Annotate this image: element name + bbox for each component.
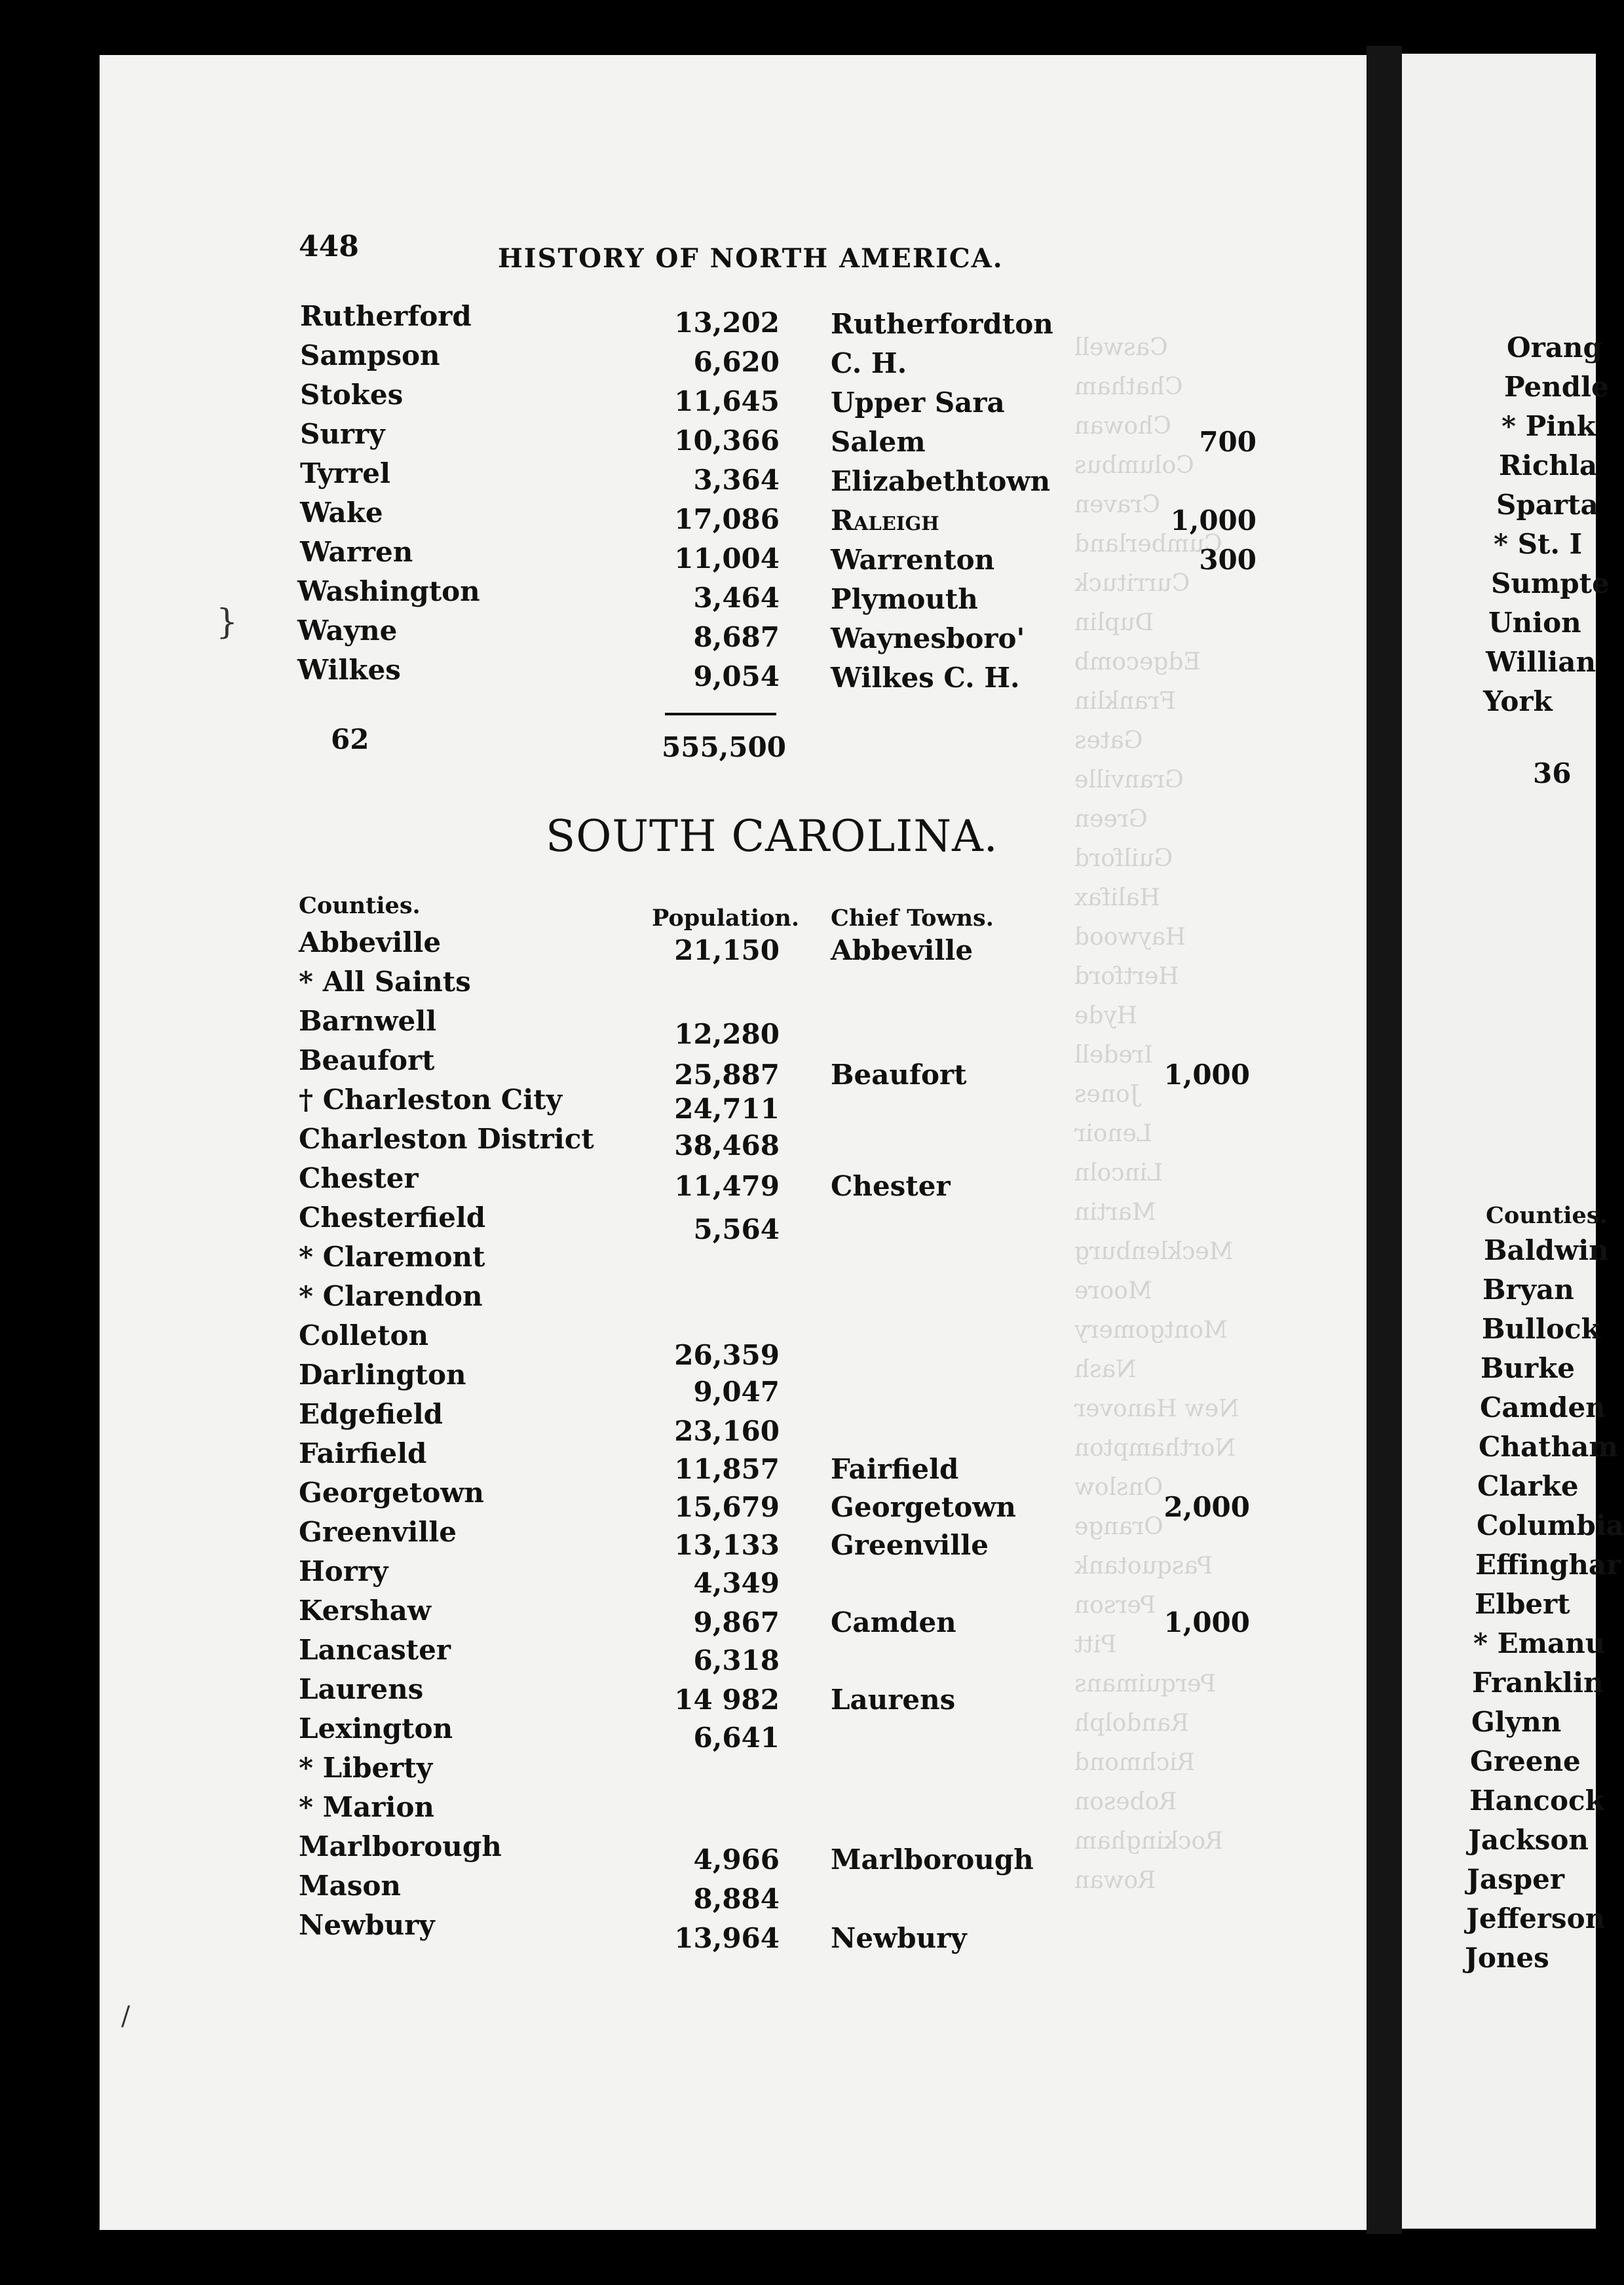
sc-county: Colleton xyxy=(299,1319,429,1351)
sc-extra: 2,000 xyxy=(1163,1491,1250,1523)
nc-total-population: 555,500 xyxy=(662,731,786,763)
right-upper-item: * Pink xyxy=(1501,410,1596,442)
sc-county: Beaufort xyxy=(299,1044,435,1076)
right-page-counties-head: Counties. xyxy=(1486,1202,1608,1229)
sc-town: Marlborough xyxy=(831,1843,1034,1876)
sc-county: Lancaster xyxy=(299,1634,451,1666)
nc-town: Wilkes C. H. xyxy=(831,662,1020,694)
sc-population: 5,564 xyxy=(693,1213,780,1245)
sc-town: Camden xyxy=(831,1606,956,1638)
bleed-line: Currituck xyxy=(1074,570,1190,597)
right-upper-item: Sumpte xyxy=(1491,567,1610,599)
sc-county: Horry xyxy=(299,1555,388,1587)
bleed-line: Northampton xyxy=(1074,1435,1236,1462)
nc-county: Wayne xyxy=(297,614,398,647)
sc-county: Charleston District xyxy=(299,1123,594,1155)
nc-town: Raleigh xyxy=(831,504,939,537)
sc-county: Laurens xyxy=(299,1673,424,1705)
bleed-line: Lenoir xyxy=(1074,1120,1152,1147)
sc-population: 11,857 xyxy=(674,1453,780,1485)
bleed-line: Caswell xyxy=(1074,334,1168,361)
sc-extra: 1,000 xyxy=(1163,1059,1250,1091)
right-lower-item: Baldwin xyxy=(1484,1234,1609,1266)
sc-county: * Marion xyxy=(299,1791,434,1823)
sc-county: † Charleston City xyxy=(299,1084,562,1116)
right-upper-item: * St. I xyxy=(1494,528,1583,560)
right-lower-item: Jones xyxy=(1465,1942,1549,1974)
sc-town: Chester xyxy=(831,1170,951,1202)
sc-town: Georgetown xyxy=(831,1491,1016,1523)
bleed-line: Cumberland xyxy=(1074,531,1222,557)
sc-town: Greenville xyxy=(831,1529,989,1561)
bleed-line: Hertford xyxy=(1074,963,1179,990)
bleed-line: Rockingham xyxy=(1074,1828,1224,1855)
sc-county: Barnwell xyxy=(299,1005,437,1037)
nc-town: Plymouth xyxy=(831,583,978,615)
sc-county: Greenville xyxy=(299,1516,457,1548)
bleed-line: Iredell xyxy=(1074,1042,1154,1068)
right-upper-item: Sparta xyxy=(1496,489,1598,521)
nc-county: Washington xyxy=(297,575,480,607)
bleed-line: Duplin xyxy=(1074,609,1154,636)
book-gutter xyxy=(1367,46,1402,2234)
sc-population: 38,468 xyxy=(674,1129,780,1161)
bleed-line: Martin xyxy=(1074,1199,1156,1226)
nc-population: 3,364 xyxy=(693,464,780,496)
nc-town: Waynesboro' xyxy=(831,622,1025,654)
sc-population: 8,884 xyxy=(693,1883,780,1915)
nc-population: 17,086 xyxy=(674,503,780,535)
right-upper-item: Willian xyxy=(1486,646,1596,678)
sc-county: Chesterfield xyxy=(299,1201,486,1234)
sc-county: Newbury xyxy=(299,1909,435,1941)
bleed-line: Orange xyxy=(1074,1513,1163,1540)
sc-town: Newbury xyxy=(831,1922,967,1954)
total-rule-1 xyxy=(665,713,776,715)
bleed-line: Lincoln xyxy=(1074,1160,1163,1186)
nc-county: Wilkes xyxy=(297,654,401,686)
nc-county: Wake xyxy=(300,497,383,529)
right-lower-item: Jasper xyxy=(1467,1863,1564,1895)
bleed-line: Randolph xyxy=(1074,1710,1190,1737)
bleed-line: Pasquotank xyxy=(1074,1553,1213,1579)
bleed-line: Chowan xyxy=(1074,413,1171,440)
sc-population: 13,133 xyxy=(674,1529,780,1561)
nc-county: Surry xyxy=(300,418,385,450)
right-lower-item: Chatham xyxy=(1479,1431,1618,1463)
sc-county: Darlington xyxy=(299,1359,466,1391)
nc-town: Salem xyxy=(831,426,926,458)
bleed-line: Richmond xyxy=(1074,1749,1196,1776)
bleed-line: Columbus xyxy=(1074,452,1194,479)
nc-county: Rutherford xyxy=(300,300,472,332)
sc-county: Fairfield xyxy=(299,1437,427,1469)
sc-population: 11,479 xyxy=(674,1170,780,1202)
bleed-line: Moore xyxy=(1074,1277,1152,1304)
sc-county: * Clarendon xyxy=(299,1280,483,1312)
sc-county: * Claremont xyxy=(299,1241,485,1273)
sc-population: 25,887 xyxy=(674,1059,780,1091)
sc-population: 4,349 xyxy=(693,1567,780,1599)
bleed-line: Green xyxy=(1074,806,1148,833)
bleed-line: Craven xyxy=(1074,491,1161,518)
sc-county: Edgefield xyxy=(299,1398,444,1430)
bleed-line: Gates xyxy=(1074,727,1143,754)
bleed-line: New Hanover xyxy=(1074,1395,1239,1422)
right-upper-item: Orang xyxy=(1507,331,1602,364)
running-head: HISTORY OF NORTH AMERICA. xyxy=(498,243,1004,274)
nc-population: 10,366 xyxy=(674,425,780,457)
sc-town: Fairfield xyxy=(831,1453,959,1485)
sc-extra: 1,000 xyxy=(1163,1606,1250,1638)
right-page-upper-total: 36 xyxy=(1533,757,1572,789)
sc-county: * All Saints xyxy=(299,966,471,998)
right-lower-item: Burke xyxy=(1481,1352,1575,1384)
right-lower-item: Elbert xyxy=(1475,1588,1570,1620)
bleed-line: Nash xyxy=(1074,1356,1137,1383)
sc-county: Abbeville xyxy=(299,926,442,958)
nc-town: Elizabethtown xyxy=(831,465,1051,497)
nc-population: 11,645 xyxy=(674,385,780,417)
sc-population: 6,318 xyxy=(693,1644,780,1676)
sc-population: 26,359 xyxy=(674,1339,780,1371)
sc-town: Laurens xyxy=(831,1684,956,1716)
sc-county: Chester xyxy=(299,1162,419,1194)
sc-county: Marlborough xyxy=(299,1830,502,1862)
col-head-population: Population. xyxy=(652,905,800,932)
sc-population: 9,867 xyxy=(693,1606,780,1638)
bleed-line: Perquimans xyxy=(1074,1671,1217,1697)
col-head-counties: Counties. xyxy=(299,892,421,919)
right-lower-item: Glynn xyxy=(1471,1706,1562,1738)
sc-population: 24,711 xyxy=(674,1093,780,1125)
sc-population: 21,150 xyxy=(674,934,780,966)
sc-town: Beaufort xyxy=(831,1059,967,1091)
page-number: 448 xyxy=(299,230,359,263)
sc-population: 13,964 xyxy=(674,1922,780,1954)
bleed-line: Person xyxy=(1074,1592,1156,1619)
nc-county: Tyrrel xyxy=(300,457,390,489)
sc-county: Lexington xyxy=(299,1712,453,1745)
nc-county: Sampson xyxy=(300,339,440,371)
bleed-line: Pitt xyxy=(1074,1631,1117,1658)
right-lower-item: Camden xyxy=(1480,1391,1606,1424)
nc-extra: 700 xyxy=(1199,426,1256,458)
nc-county: Warren xyxy=(300,536,413,568)
nc-population: 8,687 xyxy=(693,621,780,653)
nc-extra: 300 xyxy=(1199,544,1256,576)
sc-county: Mason xyxy=(299,1870,401,1902)
right-upper-item: York xyxy=(1483,685,1553,717)
right-lower-item: Franklin xyxy=(1472,1667,1604,1699)
sc-population: 12,280 xyxy=(674,1018,780,1050)
sc-county: Georgetown xyxy=(299,1477,484,1509)
margin-stroke-mark: / xyxy=(121,2001,130,2031)
sc-population: 6,641 xyxy=(693,1722,780,1754)
right-lower-item: Effinghar xyxy=(1475,1549,1621,1581)
sc-population: 15,679 xyxy=(674,1491,780,1523)
nc-population: 9,054 xyxy=(693,660,780,692)
nc-town: Warrenton xyxy=(831,544,995,576)
nc-town: C. H. xyxy=(831,347,907,379)
nc-extra: 1,000 xyxy=(1170,504,1256,537)
sc-town: Abbeville xyxy=(831,934,973,966)
right-upper-item: Union xyxy=(1488,607,1581,639)
bleed-line: Franklin xyxy=(1074,688,1176,715)
sc-population: 9,047 xyxy=(693,1376,780,1408)
right-upper-item: Richla xyxy=(1499,449,1598,482)
right-lower-item: Greene xyxy=(1470,1745,1581,1777)
bleed-line: Guilford xyxy=(1074,845,1173,872)
right-lower-item: Hancock xyxy=(1469,1785,1604,1817)
right-lower-item: Jefferson xyxy=(1466,1902,1606,1935)
bleed-line: Jones xyxy=(1074,1081,1140,1108)
nc-county: Stokes xyxy=(300,379,404,411)
sc-population: 23,160 xyxy=(674,1415,780,1447)
section-title: SOUTH CAROLINA. xyxy=(546,811,998,861)
nc-population: 11,004 xyxy=(674,542,780,575)
nc-population: 3,464 xyxy=(693,582,780,614)
right-upper-item: Pendle xyxy=(1504,371,1609,403)
bleed-line: Mecklenburg xyxy=(1074,1238,1234,1265)
bleed-line: Rowan xyxy=(1074,1867,1156,1894)
sc-population: 4,966 xyxy=(693,1843,780,1876)
bleed-line: Montgomery xyxy=(1074,1317,1228,1344)
nc-population: 6,620 xyxy=(693,346,780,378)
right-lower-item: Jackson xyxy=(1468,1824,1589,1856)
bleed-line: Chatham xyxy=(1074,373,1183,400)
nc-total-count: 62 xyxy=(331,723,369,755)
right-lower-item: Clarke xyxy=(1477,1470,1579,1502)
sc-population: 14 982 xyxy=(674,1684,780,1716)
nc-town: Rutherfordton xyxy=(831,308,1053,340)
bleed-line: Edgecomb xyxy=(1074,649,1201,675)
right-lower-item: Bullock xyxy=(1482,1313,1600,1345)
margin-bracket-mark: } xyxy=(216,603,238,642)
nc-town: Upper Sara xyxy=(831,387,1005,419)
bleed-line: Halifax xyxy=(1074,884,1160,911)
bleed-line: Haywood xyxy=(1074,924,1186,951)
right-lower-item: Bryan xyxy=(1482,1274,1574,1306)
sc-county: Kershaw xyxy=(299,1595,431,1627)
bleed-line: Robeson xyxy=(1074,1788,1177,1815)
bleed-line: Onslow xyxy=(1074,1474,1163,1501)
nc-population: 13,202 xyxy=(674,307,780,339)
sc-county: * Liberty xyxy=(299,1752,433,1784)
right-lower-item: Columbia xyxy=(1477,1509,1624,1541)
bleed-line: Hyde xyxy=(1074,1002,1138,1029)
bleed-line: Granville xyxy=(1074,766,1184,793)
right-lower-item: * Emanu xyxy=(1473,1627,1606,1659)
col-head-towns: Chief Towns. xyxy=(831,905,994,932)
